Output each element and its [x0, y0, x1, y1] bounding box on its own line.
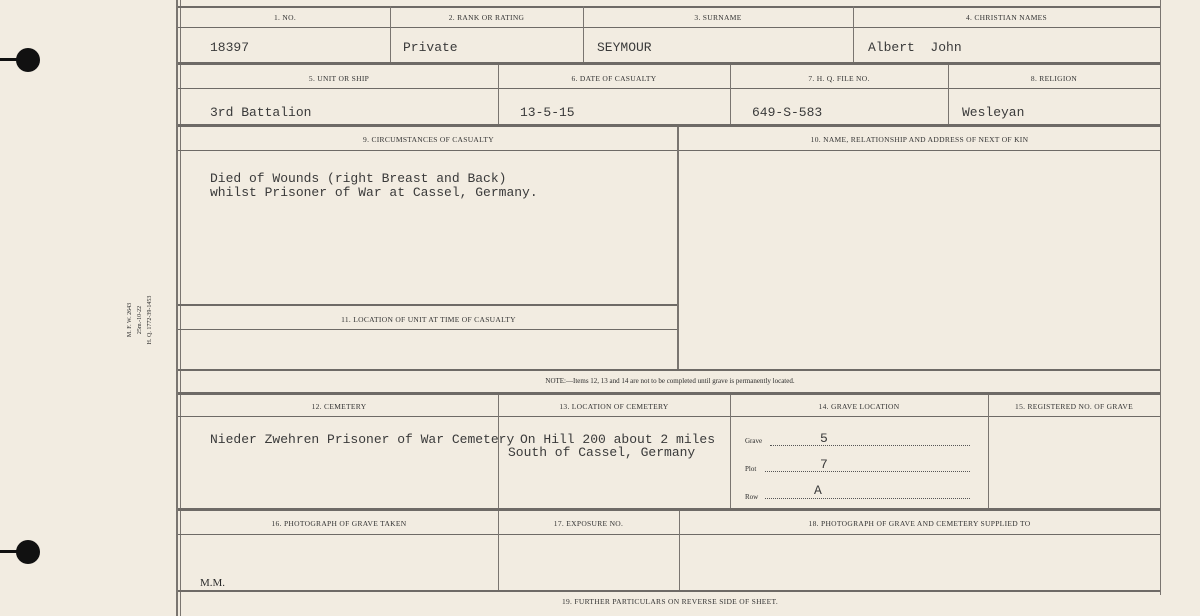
rule — [178, 124, 1160, 127]
label-grave: Grave — [745, 437, 763, 445]
value-circumstances-2: whilst Prisoner of War at Cassel, Germany. — [210, 185, 538, 200]
plot-line — [765, 471, 970, 472]
rule — [178, 27, 1160, 28]
value-circumstances-1: Died of Wounds (right Breast and Back) — [210, 171, 507, 186]
label-unit: 5. UNIT OR SHIP — [308, 74, 370, 83]
label-registered-no: 15. REGISTERED NO. OF GRAVE — [1015, 402, 1133, 411]
rule — [178, 304, 677, 306]
row-line — [765, 498, 970, 499]
rule — [178, 534, 1160, 535]
initials: M.M. — [200, 577, 226, 589]
value-religion: Wesleyan — [962, 105, 1025, 120]
value-row: A — [814, 483, 822, 498]
note: NOTE:—Items 12, 13 and 14 are not to be completed until grave is permanently located. — [545, 377, 795, 385]
value-location-of-cemetery-2: South of Cassel, Germany — [508, 445, 696, 460]
rule — [178, 392, 1160, 395]
divider — [988, 395, 989, 508]
divider — [677, 127, 679, 370]
label-date: 6. DATE OF CASUALTY — [571, 74, 657, 83]
right-border — [1160, 0, 1161, 595]
divider — [730, 395, 731, 508]
divider — [498, 395, 499, 508]
rule — [178, 88, 1160, 89]
side-note-line: 25m.-10-22 — [137, 305, 143, 335]
label-location-of-cemetery: 13. LOCATION OF CEMETERY — [559, 402, 669, 411]
label-rank: 2. RANK OR RATING — [448, 13, 525, 22]
label-grave-location: 14. GRAVE LOCATION — [818, 402, 900, 411]
label-religion: 8. RELIGION — [1030, 74, 1078, 83]
side-note-line: M. F. W. 2643 — [127, 302, 133, 338]
rule — [178, 62, 1160, 65]
value-cemetery: Nieder Zwehren Prisoner of War Cemetery — [210, 432, 515, 447]
punch-hole-line — [0, 58, 20, 61]
value-surname: SEYMOUR — [597, 40, 652, 55]
rule — [178, 150, 1160, 151]
rule — [178, 369, 1160, 371]
value-unit: 3rd Battalion — [210, 105, 312, 120]
value-christian-names: Albert John — [868, 40, 962, 55]
label-photograph: 16. PHOTOGRAPH OF GRAVE TAKEN — [271, 519, 407, 528]
value-plot: 7 — [820, 457, 828, 472]
value-rank: Private — [403, 40, 458, 55]
label-surname: 3. SURNAME — [694, 13, 742, 22]
label-no: 1. NO. — [273, 13, 296, 22]
value-date: 13-5-15 — [520, 105, 575, 120]
label-next-of-kin: 10. NAME, RELATIONSHIP AND ADDRESS OF NEXT OF KIN — [810, 135, 1029, 144]
side-note-line: H. Q. 1772-39-1453 — [147, 295, 153, 345]
side-print-note — [125, 260, 155, 380]
label-photograph-supplied: 18. PHOTOGRAPH OF GRAVE AND CEMETERY SUPPLIED TO — [808, 519, 1031, 528]
label-exposure: 17. EXPOSURE NO. — [553, 519, 624, 528]
label-location-of-unit: 11. LOCATION OF UNIT AT TIME OF CASUALTY — [341, 315, 516, 324]
label-christian-names: 4. CHRISTIAN NAMES — [965, 13, 1048, 22]
label-cemetery: 12. CEMETERY — [311, 402, 367, 411]
rule — [178, 590, 1160, 592]
rule — [178, 329, 677, 330]
rule — [178, 508, 1160, 511]
punch-hole-line — [0, 550, 20, 553]
rule — [178, 416, 1160, 417]
value-no: 18397 — [210, 40, 250, 55]
label-circumstances: 9. CIRCUMSTANCES OF CASUALTY — [363, 135, 494, 144]
label-plot: Plot — [745, 465, 757, 473]
rule — [178, 6, 1160, 8]
label-row: Row — [745, 493, 759, 501]
value-grave: 5 — [820, 431, 828, 446]
left-border — [176, 0, 178, 616]
label-file: 7. H. Q. FILE NO. — [808, 74, 870, 83]
value-file: 649-S-583 — [752, 105, 823, 120]
label-further-particulars: 19. FURTHER PARTICULARS ON REVERSE SIDE OF SHEET. — [561, 597, 779, 606]
grave-line — [770, 445, 970, 446]
value-location-of-cemetery-1: On Hill 200 about 2 miles — [520, 432, 716, 447]
